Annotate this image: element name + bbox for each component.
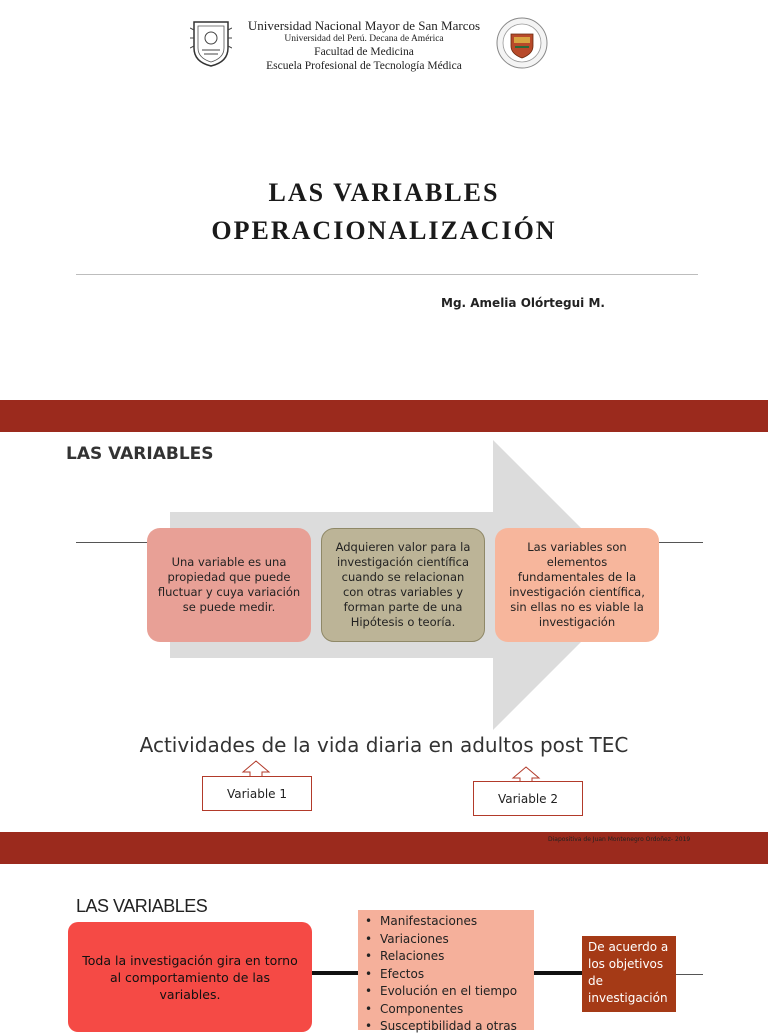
faculty-name: Facultad de Medicina <box>314 46 414 58</box>
list-item: • Relaciones <box>380 948 534 966</box>
aspects-list-box <box>358 910 534 1033</box>
connector-left <box>312 971 358 975</box>
left-connector-line <box>76 542 147 543</box>
right-connector-line <box>659 542 703 543</box>
research-focus-box: Toda la investigación gira en torno al comportamiento de las variables. <box>68 922 312 1032</box>
variable-1-callout: Variable 1 <box>202 776 312 811</box>
list-item: • Efectos <box>380 966 534 984</box>
list-item: • Componentes <box>380 1001 534 1019</box>
list-item: • Susceptibilidad a otras <box>380 1018 534 1036</box>
list-item: • Evolución en el tiempo <box>380 983 534 1001</box>
university-name: Universidad Nacional Mayor de San Marcos <box>247 18 481 33</box>
fundamental-box: Las variables son elementos fundamentales de la investigación científica, sin ellas no es viable la investigación <box>495 528 659 642</box>
slide-credit: Diapositiva de Juan Montenegro Ordoñez- 2019 <box>548 836 691 843</box>
value-box: Adquieren valor para la investigación científica cuando se relacionan con otras variables y forman parte de una Hipótesis o teoría. <box>321 528 485 642</box>
school-seal-icon <box>496 16 548 70</box>
objectives-box: De acuerdo a los objetivos de investigación <box>582 936 676 1012</box>
slide-separator-band <box>0 400 768 432</box>
connector-end <box>676 974 703 975</box>
title-divider <box>76 274 698 275</box>
variable-2-callout: Variable 2 <box>473 781 583 816</box>
aspects-list <box>358 910 534 1036</box>
definition-box: Una variable es una propiedad que puede fluctuar y cuya variación se puede medir. <box>147 528 311 642</box>
university-header <box>240 18 488 73</box>
slide-3-title: LAS VARIABLES <box>76 896 208 916</box>
slide-2-title: LAS VARIABLES <box>66 444 214 464</box>
example-statement: Actividades de la vida diaria en adultos post TEC <box>139 733 629 757</box>
list-item: • Manifestaciones <box>380 913 534 931</box>
connector-right <box>534 971 582 975</box>
university-subtitle: Universidad del Perú. Decana de América <box>284 34 444 44</box>
title-line-1: LAS VARIABLES <box>268 178 500 207</box>
list-item: • Variaciones <box>380 931 534 949</box>
author-name: Mg. Amelia Olórtegui M. <box>441 296 605 310</box>
title-line-2: OPERACIONALIZACIÓN <box>211 216 557 245</box>
university-crest-icon <box>190 18 232 68</box>
slide-1 <box>0 0 768 400</box>
school-name: Escuela Profesional de Tecnología Médica <box>266 60 462 72</box>
